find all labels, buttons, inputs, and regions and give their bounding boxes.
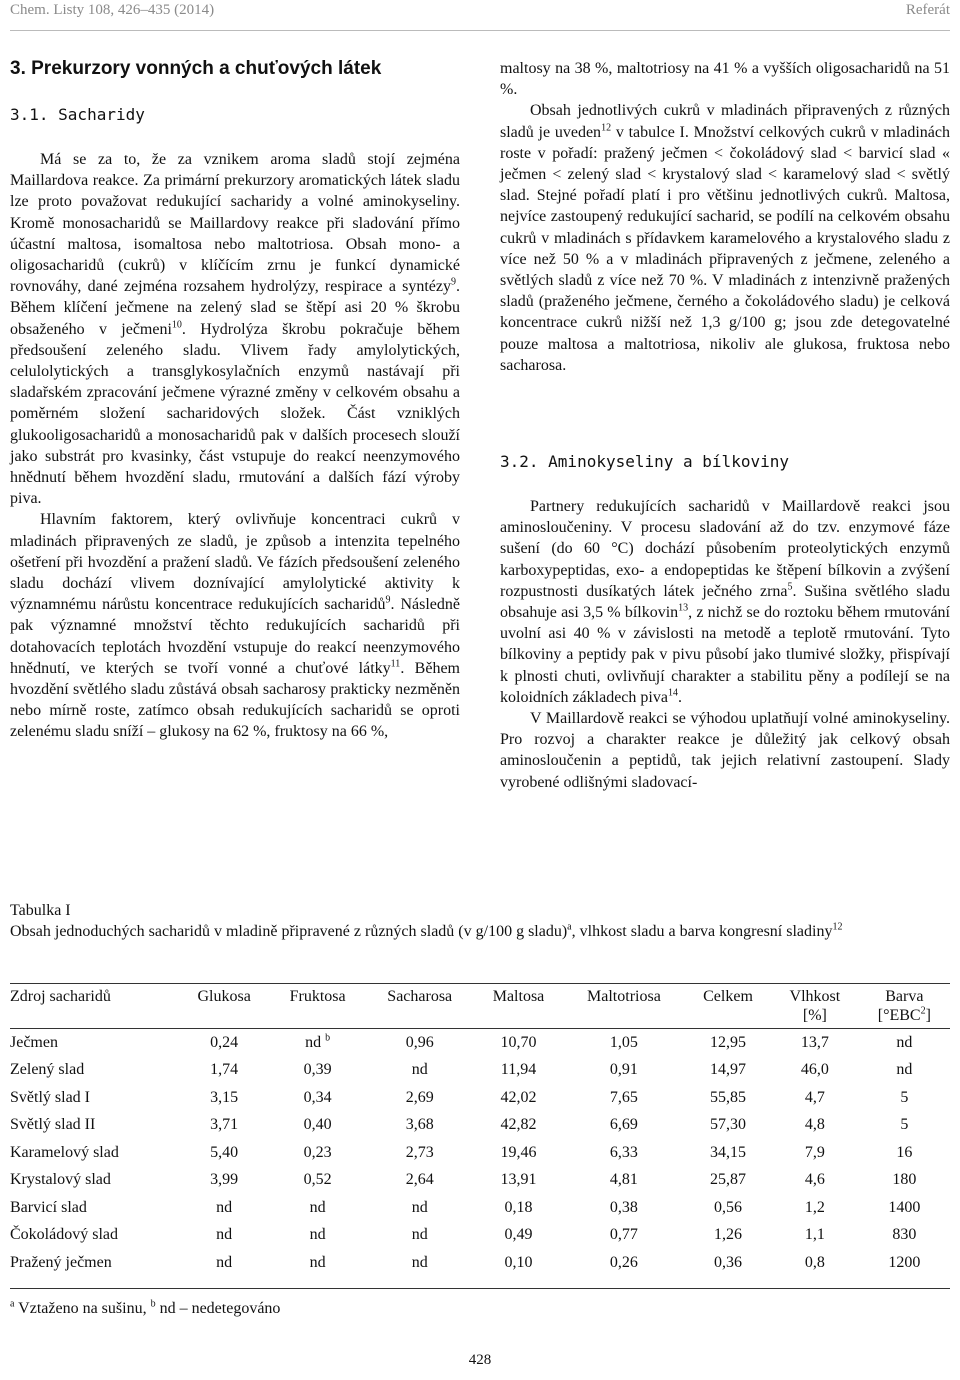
cell-fructose: nd <box>309 1253 326 1271</box>
cell-maltose: 19,46 <box>500 1143 537 1161</box>
cell-total: 57,30 <box>710 1116 747 1134</box>
right-body-text-bottom <box>500 496 950 793</box>
cell-glucose: 3,15 <box>210 1088 239 1106</box>
cell-total: 55,85 <box>710 1088 747 1106</box>
cell-name: Karamelový slad <box>10 1143 119 1161</box>
reference-marker: 5 <box>787 581 793 593</box>
header-source: Zdroj sacharidů <box>10 988 111 1005</box>
cell-color: 16 <box>896 1143 913 1161</box>
paragraph: Má se za to, že za vznikem aroma sladů stojí zejména Maillardova reakce. Za primární prekurzory aromatických látek sladu lze proto považovat redukující sacharidy a volné aminokyseliny. Kromě monosacharidů se Maillardovy reakce při sladování přímo účastní maltosa, isomaltosa nebo maltotriosa. Obsah mono- a oligosacharidů (cukrů) v klíčícím zrnu je funkcí dynamické rovnováhy, dané zejména rozsahem hydrolýzy, respirace a syntézy$^9$. Během klíčení ječmene na zelený slad se štěpí asi 20 % škrobu obsaženého v ječmeni$^{10}$. Hydrolýza škrobu pokračuje během předsoušení zeleného sladu. Vlivem řady amylolytických, celulolytických a transglykosylačních enzymů nastávají při sladařském zpracování ječmene výrazné změny v celkovém obsahu a poměrném složení sacharidových složek. Část vzniklých glukooligosacharidů a monosacharidů pak v dalších procesech slouží jako substrát pro kvasinky, část vstupuje do reakcí neenzymového hnědnutí během hvozdění sladu, rmutování a dalších fází výroby piva. <box>10 151 461 508</box>
cell-sucrose: 0,96 <box>405 1033 434 1051</box>
article-type: Referát <box>905 2 950 18</box>
cell-name: Pražený ječmen <box>10 1253 112 1271</box>
table-label: Tabulka I <box>10 902 71 919</box>
section-title: 3. Prekurzory vonných a chuťových látek <box>10 58 382 79</box>
table-row <box>10 1112 950 1140</box>
right-body-text-top <box>500 58 950 376</box>
subsection-title-sacharidy: 3.1. Sacharidy <box>10 105 145 124</box>
cell-total: 1,26 <box>714 1226 743 1244</box>
reference-marker: 9 <box>385 594 391 606</box>
header-fructose: Fruktosa <box>289 988 346 1005</box>
cell-maltose: 0,49 <box>504 1226 533 1244</box>
cell-glucose: nd <box>216 1253 233 1271</box>
cell-total: 0,56 <box>714 1198 743 1216</box>
cell-color: 1200 <box>888 1253 921 1271</box>
cell-total: 12,95 <box>710 1033 747 1051</box>
cell-maltotriose: 0,91 <box>609 1061 638 1079</box>
cell-moisture: 0,8 <box>804 1253 825 1271</box>
paragraph: Hlavním faktorem, který ovlivňuje koncentraci cukrů v mladinách připravených ze sladů, je způsob a intenzita tepelného ošetření při hvozdění a pražení sladů. Ve fázích předsoušení zeleného sladu dochází vlivem doznívající amylolytické aktivity k významnému nárůstu koncentrace redukujících sacharidů$^9$. Následně pak významné množství těchto redukujících sacharidů při dotahovacích teplotách hvozdění vstupuje do reakcí neenzymového hnědnutí, ve kterých se tvoří vonné a chuťové látky$^{11}$. Během hvozdění světlého sladu zůstává obsah sacharosy prakticky nezměněn nebo mírně roste, zatímco obsah redukujících sacharidů se oproti zelenému sladu sníží – glukosy na 62 %, fruktosy na 66 %, <box>10 511 460 741</box>
table-row <box>10 1194 950 1222</box>
cell-sucrose: nd <box>411 1061 428 1079</box>
cell-maltose: 11,94 <box>500 1061 537 1079</box>
cell-fructose: 0,40 <box>303 1116 332 1134</box>
paragraph: V Maillardově reakci se výhodou uplatňují volné aminokyseliny. Pro rozvoj a charakter reakce je důležitý jak celkový obsah aminosloučenin a peptidů, tak jejich relativní zastoupení. Slady vyrobené odlišnými sladovací- <box>500 710 950 791</box>
footnote-marker: a <box>567 921 572 933</box>
cell-color: 5 <box>900 1116 909 1134</box>
cell-fructose: nd $^b$ <box>305 1032 331 1051</box>
footnote-marker-b: b <box>150 1298 156 1310</box>
cell-sucrose: nd <box>411 1226 428 1244</box>
cell-maltotriose: 6,69 <box>609 1116 638 1134</box>
cell-fructose: nd <box>309 1198 326 1216</box>
reference-marker: 9 <box>451 276 456 288</box>
page-number: 428 <box>468 1352 492 1368</box>
cell-sucrose: 2,69 <box>405 1088 434 1106</box>
footnote-marker-a: a <box>10 1298 15 1310</box>
cell-maltotriose: 6,33 <box>609 1143 638 1161</box>
table-row <box>10 1084 950 1112</box>
cell-total: 34,15 <box>710 1143 747 1161</box>
cell-glucose: 1,74 <box>210 1061 239 1079</box>
cell-name: Krystalový slad <box>10 1171 111 1189</box>
table-row <box>10 1249 950 1277</box>
reference-marker: 10 <box>171 319 182 331</box>
cell-glucose: nd <box>216 1198 233 1216</box>
cell-name: Barvicí slad <box>10 1198 87 1216</box>
table-row <box>10 1057 950 1085</box>
cell-maltose: 13,91 <box>500 1171 537 1189</box>
cell-maltose: 0,18 <box>504 1198 533 1216</box>
cell-name: Ječmen <box>10 1033 58 1051</box>
cell-sucrose: nd <box>411 1253 428 1271</box>
cell-moisture: 1,2 <box>804 1198 825 1216</box>
table-header-row <box>10 984 950 1029</box>
reference-marker: 13 <box>678 602 689 614</box>
cell-sucrose: 2,64 <box>405 1171 434 1189</box>
header-maltotriose: Maltotriosa <box>587 988 661 1005</box>
header-glucose: Glukosa <box>197 988 251 1005</box>
header-sucrose: Sacharosa <box>387 988 453 1005</box>
table-row <box>10 1222 950 1250</box>
reference-marker: 12 <box>832 921 843 933</box>
cell-total: 14,97 <box>710 1061 747 1079</box>
cell-maltotriose: 0,26 <box>609 1253 638 1271</box>
cell-name: Zelený slad <box>10 1061 85 1079</box>
header-color: Barva [°EBC$^2$] <box>877 988 931 1024</box>
table-caption <box>10 900 955 942</box>
cell-name: Světlý slad I <box>10 1088 90 1106</box>
paragraph: Partnery redukujících sacharidů v Maillardově reakci jsou aminosloučeniny. V procesu sladování až do tzv. enzymové fáze sušení (do 60 °C) dochází působením proteolytických enzymů karboxypeptidas, exo- a endopeptidas ke štěpení bílkovin a zvýšení rozpustnosti dusíkatých látek ječného zrna$^5$. Sušina světlého sladu obsahuje asi 3,5 % bílkovin$^{13}$, z nichž se do roztoku během rmutování uvolní asi 40 % v závislosti na metodě a teplotě rmutování. Tyto bílkoviny a peptidy pak v pivu působí jako tlumivé složky, přispívají k plnosti chuti, ovlivňují charakter a stabilitu pěny a podílejí se na koloidních základech piva$^{14}$. <box>500 498 951 706</box>
reference-marker: 11 <box>390 658 401 670</box>
cell-maltotriose: 0,77 <box>609 1226 638 1244</box>
cell-name: Čokoládový slad <box>10 1226 118 1244</box>
cell-maltose: 0,10 <box>504 1253 533 1271</box>
cell-fructose: 0,34 <box>303 1088 332 1106</box>
header-maltose: Maltosa <box>492 988 545 1005</box>
cell-color: 180 <box>892 1171 917 1189</box>
cell-moisture: 4,7 <box>804 1088 825 1106</box>
cell-moisture: 46,0 <box>800 1061 829 1079</box>
left-body-text <box>10 149 460 743</box>
cell-sucrose: 2,73 <box>405 1143 434 1161</box>
cell-glucose: 0,24 <box>210 1033 239 1051</box>
cell-fructose: 0,23 <box>303 1143 332 1161</box>
cell-moisture: 4,8 <box>804 1116 825 1134</box>
table-bottom-rule <box>10 1288 950 1289</box>
table-footnote: $^a$ Vztaženo na sušinu, $^b$ nd – nedetegováno <box>10 1298 281 1317</box>
subsection-title-aminokyseliny: 3.2. Aminokyseliny a bílkoviny <box>500 452 789 471</box>
sugar-table <box>10 984 950 1277</box>
cell-moisture: 1,1 <box>804 1226 825 1244</box>
cell-color: 5 <box>900 1088 909 1106</box>
table-body <box>10 1029 950 1277</box>
cell-color: nd <box>896 1033 913 1051</box>
cell-maltotriose: 4,81 <box>609 1171 638 1189</box>
cell-name: Světlý slad II <box>10 1116 96 1134</box>
cell-maltotriose: 7,65 <box>609 1088 638 1106</box>
cell-total: 25,87 <box>710 1171 747 1189</box>
cell-glucose: 5,40 <box>210 1143 239 1161</box>
cell-moisture: 13,7 <box>800 1033 829 1051</box>
cell-maltose: 42,02 <box>500 1088 537 1106</box>
cell-glucose: 3,71 <box>210 1116 239 1134</box>
table-row <box>10 1139 950 1167</box>
table-row <box>10 1029 950 1057</box>
reference-marker: 12 <box>601 122 612 134</box>
cell-moisture: 4,6 <box>804 1171 825 1189</box>
footnote-marker: b <box>325 1032 331 1044</box>
running-header <box>10 2 950 26</box>
cell-color: nd <box>896 1061 913 1079</box>
cell-color: 830 <box>892 1226 917 1244</box>
paragraph: Obsah jednotlivých cukrů v mladinách připravených z různých sladů je uveden$^{12}$ v tabulce I. Množství celkových cukrů v mladinách roste v pořadí: pražený ječmen < čokoládový slad < barvicí slad « ječmen < zelený slad < krystalový slad < karamelový slad < světlý slad. Stejné pořadí platí i pro většinu jednotlivých cukrů. Maltosa, nejvíce zastoupený redukující sacharid, se podílí na celkovém obsahu cukrů v mladinách s přídavkem karamelového a krystalového sladu z více než 50 % a v mladinách připravených z ječmene, zeleného a světlých sladů z více než 70 %. V mladinách z intenzivně pražených sladů (praženého ječmene, černého a čokoládového sladu) je celková koncentrace cukrů nižší než 1,3 g/100 g; jsou zde detegovatelné pouze maltosa a maltotriosa, nikoliv ale glukosa, fruktosa nebo sacharosa. <box>500 102 950 374</box>
cell-maltose: 42,82 <box>500 1116 537 1134</box>
cell-fructose: 0,52 <box>303 1171 332 1189</box>
cell-maltose: 10,70 <box>500 1033 537 1051</box>
cell-maltotriose: 0,38 <box>609 1198 638 1216</box>
cell-sucrose: nd <box>411 1198 428 1216</box>
paragraph-continuation: maltosy na 38 %, maltotriosy na 41 % a vyšších oligosacharidů na 51 %. <box>500 60 950 99</box>
cell-maltotriose: 1,05 <box>609 1033 638 1051</box>
cell-sucrose: 3,68 <box>405 1116 434 1134</box>
cell-fructose: nd <box>309 1226 326 1244</box>
cell-glucose: 3,99 <box>210 1171 239 1189</box>
cell-glucose: nd <box>216 1226 233 1244</box>
cell-total: 0,36 <box>714 1253 743 1271</box>
header-rule <box>10 30 950 31</box>
header-total: Celkem <box>703 988 753 1005</box>
header-moisture: Vlhkost [%] <box>789 988 841 1024</box>
journal-citation: Chem. Listy 108, 426–435 (2014) <box>10 2 215 18</box>
cell-color: 1400 <box>888 1198 921 1216</box>
cell-moisture: 7,9 <box>804 1143 825 1161</box>
table-row <box>10 1167 950 1195</box>
caption-text: Obsah jednoduchých sacharidů v mladině připravené z různých sladů (v g/100 g sladu)$^a$, vlhkost sladu a barva kongresní sladiny$^{12}$ <box>10 921 843 940</box>
cell-fructose: 0,39 <box>303 1061 332 1079</box>
reference-marker: 14 <box>667 687 678 699</box>
